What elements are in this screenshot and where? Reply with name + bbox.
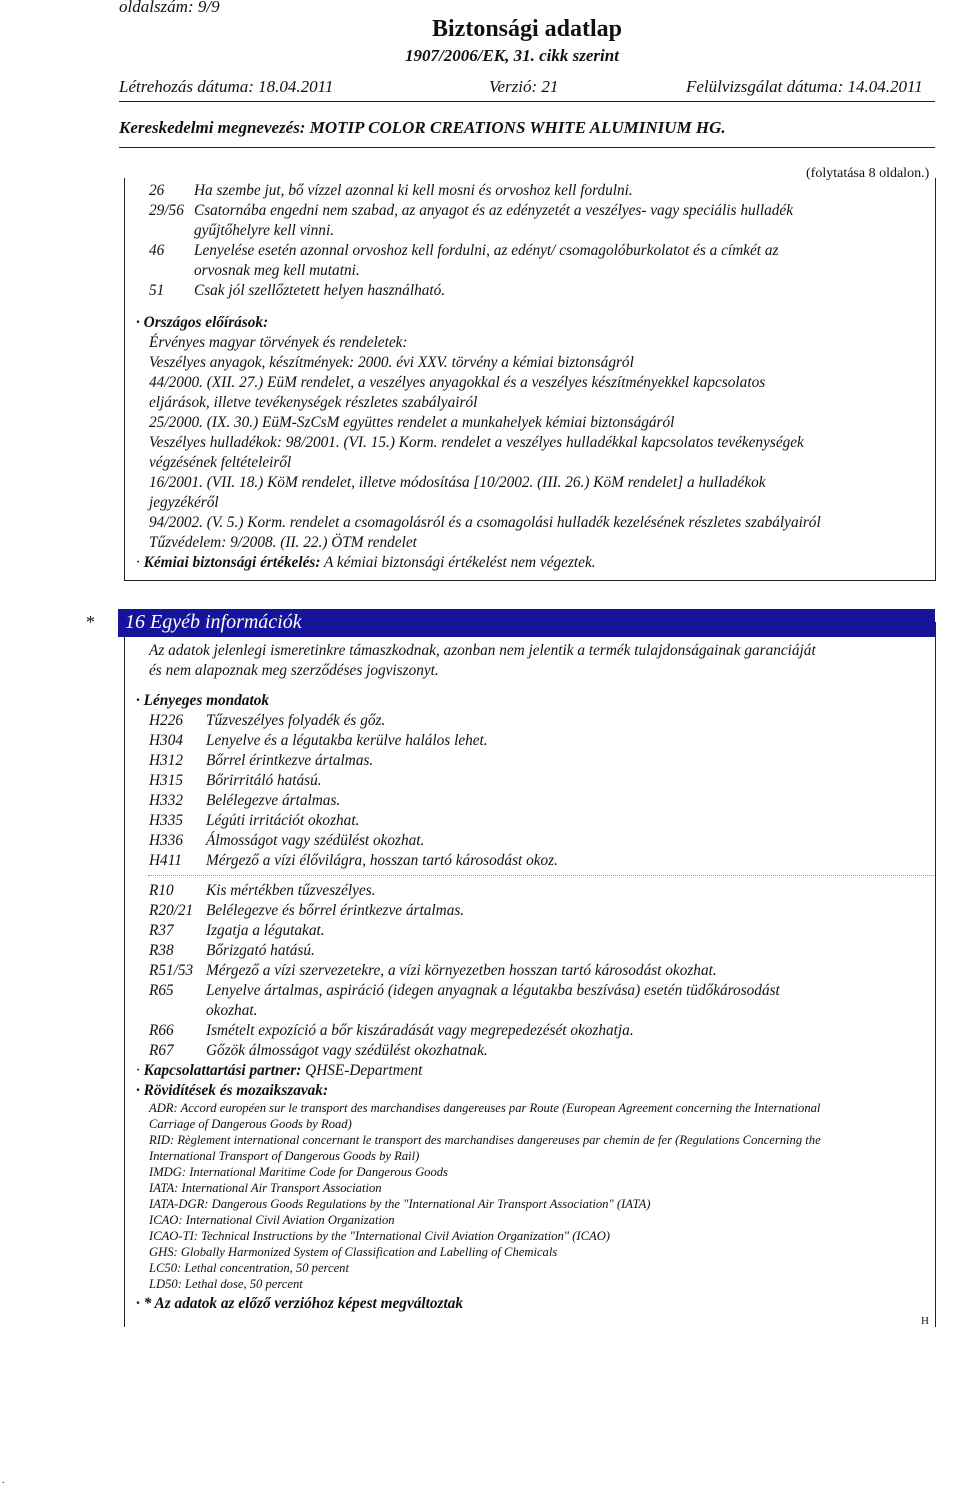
continuation-note: (folytatása 8 oldalon.) (806, 166, 930, 181)
national-line: 44/2000. (XII. 27.) EüM rendelet, a veszélyes anyagokkal és a veszélyes készítményekkel kapcsolatos (149, 374, 766, 391)
phrase-code: R38 (149, 942, 174, 959)
intro-line: Az adatok jelenlegi ismeretinkre támaszkodnak, azonban nem jelentik a termék tulajdonságainak garanciáját (149, 642, 816, 659)
phrase-continuation: okozhat. (206, 1002, 258, 1019)
phrase-text: Kis mértékben tűzveszélyes. (206, 882, 376, 899)
national-line: eljárások, illetve tevékenységek részletes szabályairól (149, 394, 478, 411)
phrase-code: 26 (149, 182, 165, 199)
version: Verzió: 21 (489, 77, 559, 96)
r-phrase (149, 882, 376, 900)
phrase-text: Lenyelve és a légutakba kerülve halálos lehet. (206, 732, 488, 749)
h-phrase (149, 772, 322, 790)
page-number: oldalszám: 9/9 (119, 0, 220, 16)
phrase-code: R51/53 (149, 962, 194, 979)
abbreviation-line: LC50: Lethal concentration, 50 percent (149, 1261, 349, 1275)
phrase-code: H312 (149, 752, 183, 769)
national-line: Veszélyes anyagok, készítmények: 2000. évi XXV. törvény a kémiai biztonságról (149, 354, 634, 371)
chemical-safety-assessment: · Kémiai biztonsági értékelés: A kémiai biztonsági értékelést nem végeztek. (136, 554, 596, 571)
relevant-phrases-label: · Lényeges mondatok (136, 692, 269, 709)
phrase-code: R20/21 (149, 902, 194, 919)
phrase-code: R37 (149, 922, 174, 939)
phrase-code: H315 (149, 772, 183, 789)
phrase-text: Lenyelése esetén azonnal orvoshoz kell fordulni, az edényt/ csomagolóburkolatot és a címkét az (194, 242, 779, 259)
intro-line: és nem alapoznak meg szerződéses jogviszonyt. (149, 662, 439, 679)
national-line: 25/2000. (IX. 30.) EüM-SzCsM együttes rendelet a munkahelyek kémiai biztonságáról (149, 414, 675, 431)
phrase-code: 51 (149, 282, 165, 299)
h-phrase (149, 732, 488, 750)
abbreviation-line: LD50: Lethal dose, 50 percent (149, 1277, 303, 1291)
document-title: Biztonsági adatlap (432, 16, 623, 42)
abbreviation-line: IATA-DGR: Dangerous Goods Regulations by the "International Air Transport Association" (IATA) (149, 1197, 651, 1211)
national-line: Tűzvédelem: 9/2008. (II. 22.) ÖTM rendelet (149, 534, 417, 551)
phrase-code: H336 (149, 832, 183, 849)
phrase-code: 46 (149, 242, 165, 259)
s-phrase (149, 202, 793, 220)
phrase-text: Csak jól szellőztetett helyen használható. (194, 282, 446, 299)
abbreviation-line: Carriage of Dangerous Goods by Road) (149, 1117, 352, 1131)
abbreviation-line: IMDG: International Maritime Code for Dangerous Goods (149, 1165, 448, 1179)
phrase-code: R66 (149, 1022, 174, 1039)
header-rule (119, 101, 935, 102)
national-line: 16/2001. (VII. 18.) KöM rendelet, illetve módosítása [10/2002. (III. 26.) KöM rendelet] a hulladékok (149, 474, 766, 491)
r-phrase (149, 942, 315, 960)
phrase-text: Belélegezve ártalmas. (206, 792, 341, 809)
s-phrase (149, 282, 446, 300)
abbreviation-line: GHS: Globally Harmonized System of Classification and Labelling of Chemicals (149, 1245, 558, 1259)
phrase-text: Bőrizgató hatású. (206, 942, 315, 959)
r-phrase (149, 1042, 488, 1060)
phrase-divider (148, 875, 934, 876)
abbreviation-line: ICAO-TI: Technical Instructions by the "International Civil Aviation Organization" (ICAO) (149, 1229, 610, 1243)
r-phrase (149, 962, 717, 980)
abbreviation-line: IATA: International Air Transport Association (149, 1181, 382, 1195)
phrase-text: Ha szembe jut, bő vízzel azonnal ki kell mosni és orvoshoz kell fordulni. (194, 182, 633, 199)
phrase-code: R10 (149, 882, 174, 899)
national-line: Érvényes magyar törvények és rendeletek: (149, 334, 408, 351)
h-phrase (149, 712, 386, 730)
phrase-continuation: gyűjtőhelyre kell vinni. (194, 222, 335, 239)
changes-note: · * Az adatok az előző verzióhoz képest megváltoztak (136, 1295, 464, 1312)
phrase-code: 29/56 (149, 202, 184, 219)
phrase-code: R67 (149, 1042, 174, 1059)
phrase-code: H411 (149, 852, 182, 869)
h-phrase (149, 832, 425, 850)
phrase-code: H335 (149, 812, 183, 829)
phrase-text: Mérgező a vízi élővilágra, hosszan tartó károsodást okoz. (206, 852, 558, 869)
h-phrase (149, 792, 341, 810)
phrase-text: Lenyelve ártalmas, aspiráció (idegen anyagnak a légutakba beszívása) esetén tüdőkárosodást (206, 982, 780, 999)
side-marker: H (921, 1315, 929, 1327)
phrase-text: Tűzveszélyes folyadék és gőz. (206, 712, 386, 729)
document-subtitle: 1907/2006/EK, 31. cikk szerint (405, 46, 619, 65)
phrase-code: R65 (149, 982, 174, 999)
r-phrase (149, 982, 780, 1000)
section-16-heading: 16 Egyéb információk (118, 609, 935, 637)
r-phrase (149, 922, 325, 940)
abbreviation-line: International Transport of Dangerous Goods by Rail) (149, 1149, 420, 1163)
contact-partner: · Kapcsolattartási partner: QHSE-Department (136, 1062, 423, 1079)
trade-name: Kereskedelmi megnevezés: MOTIP COLOR CREATIONS WHITE ALUMINIUM HG. (119, 118, 726, 137)
phrase-code: H304 (149, 732, 183, 749)
revision-date: Felülvizsgálat dátuma: 14.04.2011 (686, 77, 923, 96)
h-phrase (149, 812, 360, 830)
header-rule-2 (119, 147, 935, 148)
s-phrase (149, 242, 779, 260)
corner-mark: . (2, 1475, 5, 1486)
abbreviation-line: RID: Règlement international concernant le transport des marchandises dangereuses par chemin de fer (Regulations Concerning the (149, 1133, 821, 1147)
phrase-text: Légúti irritációt okozhat. (206, 812, 360, 829)
phrase-text: Gőzök álmosságot vagy szédülést okozhatnak. (206, 1042, 488, 1059)
h-phrase (149, 752, 374, 770)
phrase-text: Bőrrel érintkezve ártalmas. (206, 752, 374, 769)
phrase-text: Izgatja a légutakat. (206, 922, 325, 939)
phrase-text: Álmosságot vagy szédülést okozhat. (206, 832, 425, 849)
national-line: végzésének feltételeiről (149, 454, 292, 471)
phrase-code: H226 (149, 712, 183, 729)
h-phrase (149, 852, 558, 870)
phrase-text: Mérgező a vízi szervezetekre, a vízi környezetben hosszan tartó károsodást okozhat. (206, 962, 717, 979)
phrase-text: Ismételt expozíció a bőr kiszáradását vagy megrepedezését okozhatja. (206, 1022, 634, 1039)
phrase-continuation: orvosnak meg kell mutatni. (194, 262, 360, 279)
national-regulations-label: · Országos előírások: (136, 314, 269, 331)
abbreviation-line: ICAO: International Civil Aviation Organization (149, 1213, 395, 1227)
r-phrase (149, 1022, 634, 1040)
national-line: 94/2002. (V. 5.) Korm. rendelet a csomagolásról és a csomagolási hulladék kezelésének részletes szabályairól (149, 514, 821, 531)
national-line: jegyzékéről (149, 494, 219, 511)
created-date: Létrehozás dátuma: 18.04.2011 (119, 77, 334, 96)
phrase-code: H332 (149, 792, 183, 809)
s-phrase (149, 182, 633, 200)
phrase-text: Csatornába engedni nem szabad, az anyagot és az edényzetét a veszélyes- vagy speciális hulladék (194, 202, 793, 219)
phrase-text: Bőrirritáló hatású. (206, 772, 322, 789)
national-line: Veszélyes hulladékok: 98/2001. (VI. 15.) Korm. rendelet a veszélyes hulladékkal kapcsolatos tevékenységek (149, 434, 804, 451)
abbreviation-line: ADR: Accord européen sur le transport des marchandises dangereuses par Route (European Agreement concerning the International (149, 1101, 821, 1115)
changed-marker: * (86, 612, 95, 632)
r-phrase (149, 902, 465, 920)
abbreviations-label: · Rövidítések és mozaikszavak: (136, 1082, 329, 1099)
phrase-text: Belélegezve és bőrrel érintkezve ártalmas. (206, 902, 465, 919)
